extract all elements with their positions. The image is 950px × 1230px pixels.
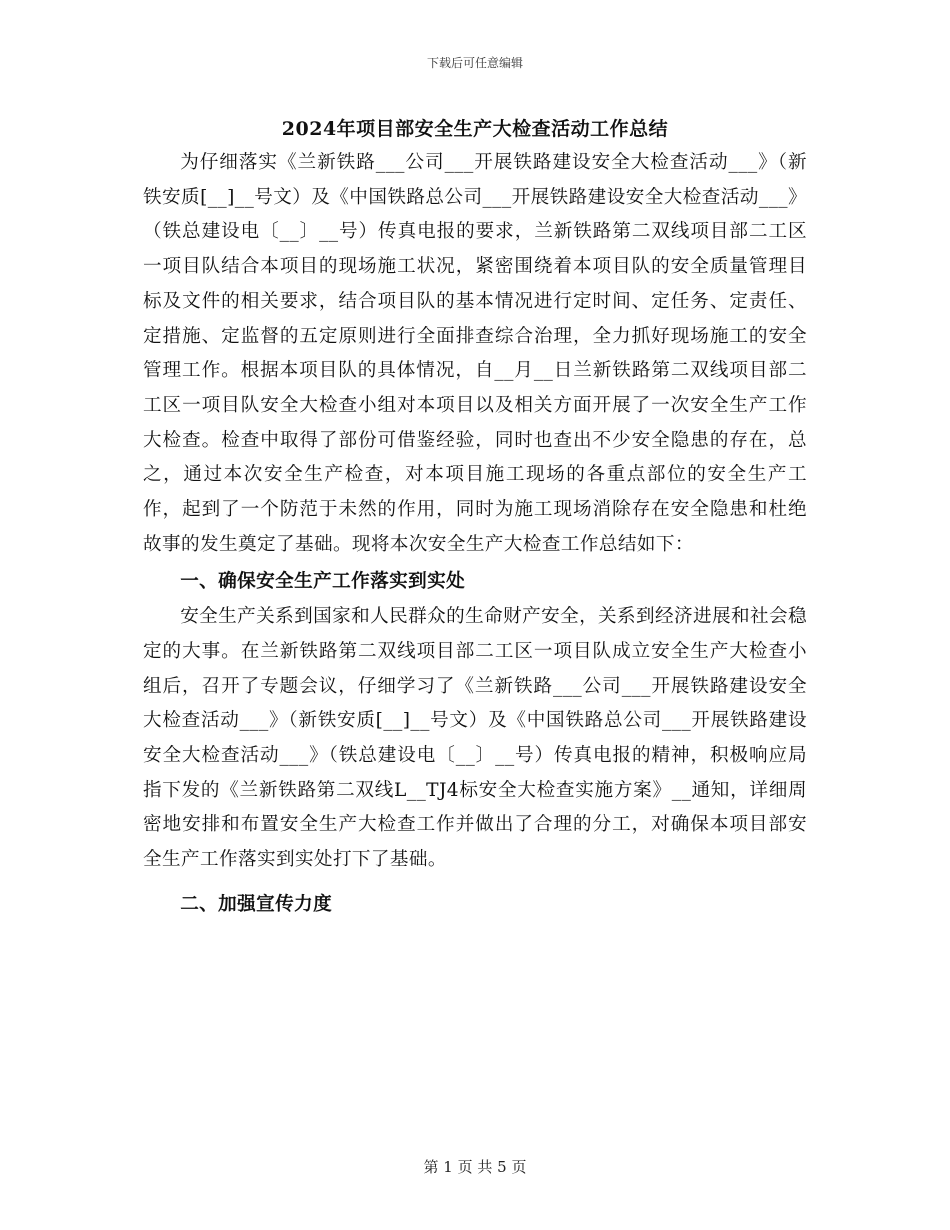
page-number-footer: 第 1 页 共 5 页 [423,1158,527,1176]
header-note: 下载后可任意编辑 [426,56,523,70]
paragraph-section-1: 安全生产关系到国家和人民群众的生命财产安全，关系到经济进展和社会稳定的大事。在兰新铁路第二双线项目部二工区一项目队成立安全生产大检查小组后，召开了专题会议，仔细学习了《兰新铁路___公司___开展铁路建设安全大检查活动___》（新铁安质[__]__号文）及《中国铁路总公司___开展铁路建设安全大检查活动___》（铁总建设电〔__〕__号）传真电报的精神，积极响应局指下发的《兰新铁路第二双线L__TJ4标安全大检查实施方案》__通知，详细周密地安排和布置安全生产大检查工作并做出了合理的分工，对确保本项目部安全生产工作落实到实处打下了基础。 [143,606,807,871]
document-title: 2024年项目部安全生产大检查活动工作总结 [281,118,669,140]
section-heading-2: 二、加强宣传力度 [180,893,333,915]
paragraph-intro: 为仔细落实《兰新铁路___公司___开展铁路建设安全大检查活动___》（新铁安质[__]__号文）及《中国铁路总公司___开展铁路建设安全大检查活动___》（铁总建设电〔__〕__号）传真电报的要求，兰新铁路第二双线项目部二工区一项目队结合本项目的现场施工状况，紧密围绕着本项目队的安全质量管理目标及文件的相关要求，结合项目队的基本情况进行定时间、定任务、定责任、定措施、定监督的五定原则进行全面排查综合治理，全力抓好现场施工的安全管理工作。根据本项目队的具体情况，自__月__日兰新铁路第二双线项目部二工区一项目队安全大检查小组对本项目以及相关方面开展了一次安全生产工作大检查。检查中取得了部份可借鉴经验，同时也查出不少安全隐患的存在，总之，通过本次安全生产检查，对本项目施工现场的各重点部位的安全生产工作，起到了一个防范于未然的作用，同时为施工现场消除存在安全隐患和杜绝故事的发生奠定了基础。现将本次安全生产大检查工作总结如下： [143,152,807,555]
document-body [143,146,807,922]
section-heading-1: 一、确保安全生产工作落实到实处 [180,571,466,593]
